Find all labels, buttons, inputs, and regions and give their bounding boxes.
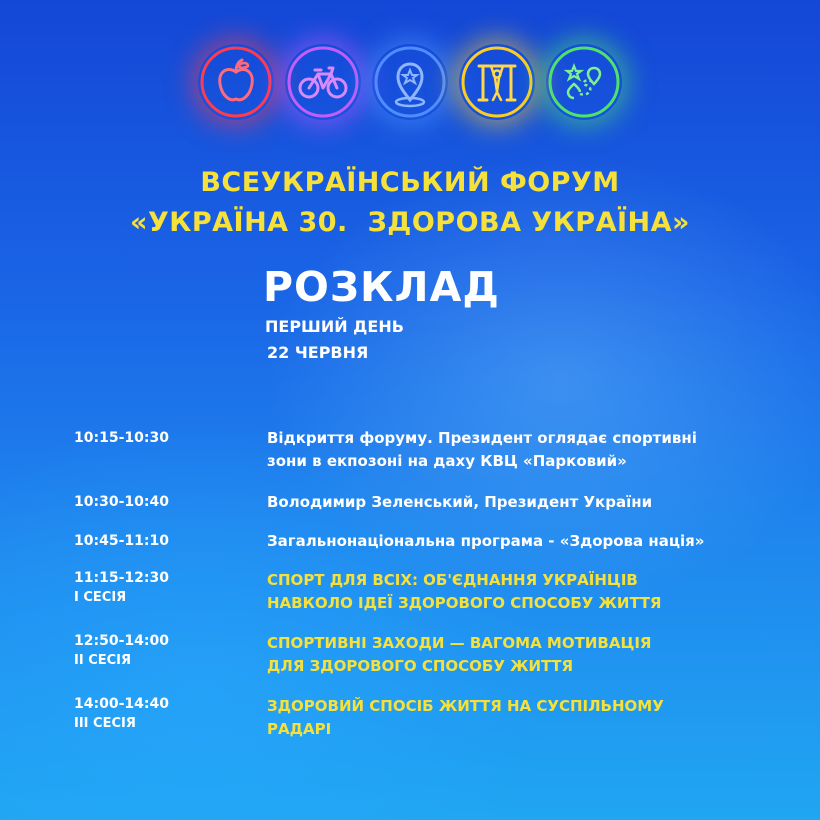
event-description: [267, 632, 787, 678]
location-star-icon: [372, 44, 448, 120]
event-line: СПОРТИВНІ ЗАХОДИ — ВАГОМА МОТИВАЦІЯ: [267, 634, 652, 652]
forum-title-line-1: ВСЕУКРАЇНСЬКИЙ ФОРУМ: [200, 167, 620, 198]
event-session: ІІІ СЕСІЯ: [74, 716, 136, 731]
event-description: [267, 569, 787, 615]
day-date: 22 ЧЕРВНЯ: [267, 343, 369, 362]
event-line: ЗДОРОВИЙ СПОСІБ ЖИТТЯ НА СУСПІЛЬНОМУ: [267, 697, 664, 715]
event-session: ІІ СЕСІЯ: [74, 653, 132, 668]
day-label: [265, 314, 404, 366]
event-line: Загальнонаціональна програма - «Здорова нація»: [267, 532, 705, 550]
event-line: Володимир Зеленський, Президент України: [267, 493, 653, 511]
event-line: ДЛЯ ЗДОРОВОГО СПОСОБУ ЖИТТЯ: [267, 657, 574, 675]
event-description: [267, 491, 787, 514]
event-time: 11:15-12:30: [74, 570, 169, 586]
event-description: [267, 530, 787, 553]
event-description: [267, 427, 787, 473]
event-line: НАВКОЛО ІДЕЇ ЗДОРОВОГО СПОСОБУ ЖИТТЯ: [267, 594, 662, 612]
forum-title-line-2: «УКРАЇНА 30. ЗДОРОВА УКРАЇНА»: [130, 207, 690, 238]
bicycle-icon: [285, 44, 361, 120]
event-time: 12:50-14:00: [74, 633, 169, 649]
apple-icon: [198, 44, 274, 120]
event-session: І СЕСІЯ: [74, 590, 127, 605]
event-time: 14:00-14:40: [74, 696, 169, 712]
event-line: Відкриття форуму. Президент оглядає спортивні: [267, 429, 697, 447]
forum-title: [0, 163, 820, 243]
route-map-icon: [546, 44, 622, 120]
icon-row: [0, 44, 820, 124]
event-line: СПОРТ ДЛЯ ВСІХ: ОБ'ЄДНАННЯ УКРАЇНЦІВ: [267, 571, 638, 589]
event-time: 10:15-10:30: [74, 430, 169, 446]
event-time: 10:45-11:10: [74, 533, 169, 549]
event-line: РАДАРІ: [267, 720, 332, 738]
day-name: ПЕРШИЙ ДЕНЬ: [265, 317, 404, 336]
event-time: 10:30-10:40: [74, 494, 169, 510]
event-description: [267, 695, 787, 741]
gymnast-bars-icon: [459, 44, 535, 120]
event-line: зони в екпозоні на даху КВЦ «Парковий»: [267, 452, 627, 470]
schedule-heading: РОЗКЛАД: [263, 263, 500, 311]
